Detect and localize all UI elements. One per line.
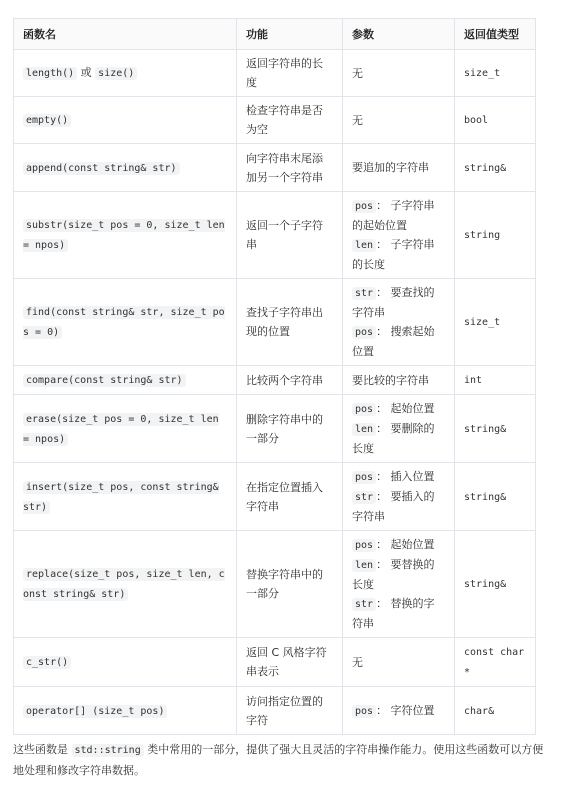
cell-function-name [14,638,237,687]
table-row [14,463,536,531]
table-row [14,531,536,638]
cell-function-name [14,463,237,531]
cell-return-type [455,531,536,638]
return-type: string& [464,491,507,503]
cell-return-type [455,638,536,687]
cell-params [343,463,455,531]
function-signature: insert(size_t pos, const string& str) [23,481,219,513]
param-description: ： 替换的字符串 [352,597,435,630]
footer-text-before: 这些函数是 [13,743,72,756]
param-name: pos [352,200,376,213]
param-name: str [352,598,376,611]
cell-return-type [455,192,536,279]
param-name: len [352,559,376,572]
param-description: ： 插入位置 [376,470,435,483]
param-name: len [352,239,376,252]
cell-description: 删除字符串中的一部分 [237,395,343,463]
return-type: const char* [464,647,525,678]
table-row [14,395,536,463]
param-description: ： 要插入的字符串 [352,490,435,523]
param-name: len [352,423,376,436]
cell-return-type [455,395,536,463]
cell-description: 返回字符串的长度 [237,50,343,97]
param-line [352,235,445,274]
table-row [14,366,536,395]
param-line [352,535,445,555]
cell-function-name [14,97,237,144]
cell-params [343,395,455,463]
table-header [14,19,536,50]
function-signature: find(const string& str, size_t pos = 0) [23,307,225,338]
cell-params [343,687,455,735]
param-line [352,196,445,235]
cell-function-name [14,144,237,192]
function-signature: size() [95,67,137,80]
param-description: ： 起始位置 [376,402,435,415]
param-line [352,399,445,419]
cell-description: 返回一个子字符串 [237,192,343,279]
param-name: str [352,287,376,300]
footer-paragraph [13,740,553,781]
table-row [14,638,536,687]
param-description: ： 要查找的字符串 [352,286,435,319]
cell-description: 比较两个字符串 [237,366,343,395]
param-line [352,371,445,390]
param-name: pos [352,326,376,339]
table-row [14,97,536,144]
table-row [14,279,536,366]
return-type: string& [464,162,507,174]
param-name: pos [352,403,376,416]
function-signature: erase(size_t pos = 0, size_t len = npos) [23,413,219,445]
function-signature: c_str() [23,656,71,669]
param-line [352,701,445,721]
param-line [352,322,445,361]
cell-return-type [455,144,536,192]
param-name: str [352,491,376,504]
cell-description: 返回 C 风格字符串表示 [237,638,343,687]
header-function-name: 函数名 [14,19,237,50]
function-signature: empty() [23,114,71,127]
function-signature: length() [23,67,77,80]
header-function: 功能 [237,19,343,50]
param-line [352,419,445,458]
param-description: ： 子字符串的起始位置 [352,199,435,232]
param-name: pos [352,539,376,552]
param-description: 要追加的字符串 [352,161,429,174]
return-type: char& [464,705,495,717]
param-description: ： 字符位置 [376,703,435,717]
return-type: bool [464,115,489,126]
table-row [14,192,536,279]
cell-return-type [455,97,536,144]
cell-description: 替换字符串中的一部分 [237,531,343,638]
return-type: string [464,230,501,241]
cell-params [343,638,455,687]
table-row [14,50,536,97]
param-line [352,467,445,487]
footer-text-after: 类中常用的一部分，提供了强大且灵活的字符串操作能力。使用这些函数可以方便地处理和修改字符串数据。 [13,743,544,777]
cell-params [343,97,455,144]
param-line [352,555,445,594]
return-type: size_t [464,317,501,328]
param-line [352,64,445,83]
header-params: 参数 [343,19,455,50]
cell-function-name [14,279,237,366]
cell-params [343,192,455,279]
param-line [352,594,445,633]
cell-function-name [14,531,237,638]
cell-function-name [14,192,237,279]
cell-params [343,366,455,395]
table-row [14,687,536,735]
param-line [352,111,445,130]
function-signature: operator[] (size_t pos) [23,705,167,718]
cell-params [343,144,455,192]
param-description: 要比较的字符串 [352,373,429,387]
param-description: ： 要替换的长度 [352,558,435,591]
cell-params [343,531,455,638]
param-description: ： 子字符串的长度 [352,238,435,271]
param-line [352,158,445,177]
cell-description: 检查字符串是否为空 [237,97,343,144]
cell-description: 查找子字符串出现的位置 [237,279,343,366]
cell-return-type [455,463,536,531]
connector-text: 或 [77,66,96,79]
param-line [352,487,445,526]
cell-return-type [455,50,536,97]
footer-code: std::string [72,744,144,757]
cell-params [343,279,455,366]
param-description: 无 [352,655,363,669]
return-type: int [464,375,483,386]
param-description: 无 [352,113,363,127]
table-body [14,50,536,735]
param-name: pos [352,705,376,718]
return-type: string& [464,579,507,590]
cell-params [343,50,455,97]
cell-function-name [14,366,237,395]
function-signature: append(const string& str) [23,162,180,175]
cell-return-type [455,279,536,366]
param-line [352,283,445,322]
cell-description: 向字符串末尾添加另一个字符串 [237,144,343,192]
cell-return-type [455,687,536,735]
table-row [14,144,536,192]
param-description: ： 搜索起始位置 [352,325,435,358]
cell-function-name [14,687,237,735]
header-row [14,19,536,50]
function-signature: substr(size_t pos = 0, size_t len = npos) [23,220,225,251]
cell-return-type [455,366,536,395]
param-description: 无 [352,66,363,80]
param-line [352,653,445,672]
param-description: ： 要删除的长度 [352,422,435,455]
string-functions-table [13,18,536,735]
cell-function-name [14,50,237,97]
return-type: size_t [464,68,501,79]
param-description: ： 起始位置 [376,538,435,551]
cell-description: 在指定位置插入字符串 [237,463,343,531]
cell-description: 访问指定位置的字符 [237,687,343,735]
param-name: pos [352,471,376,484]
function-signature: compare(const string& str) [23,374,186,387]
return-type: string& [464,423,507,435]
header-return-type: 返回值类型 [455,19,536,50]
cell-function-name [14,395,237,463]
function-signature: replace(size_t pos, size_t len, const string& str) [23,569,225,600]
